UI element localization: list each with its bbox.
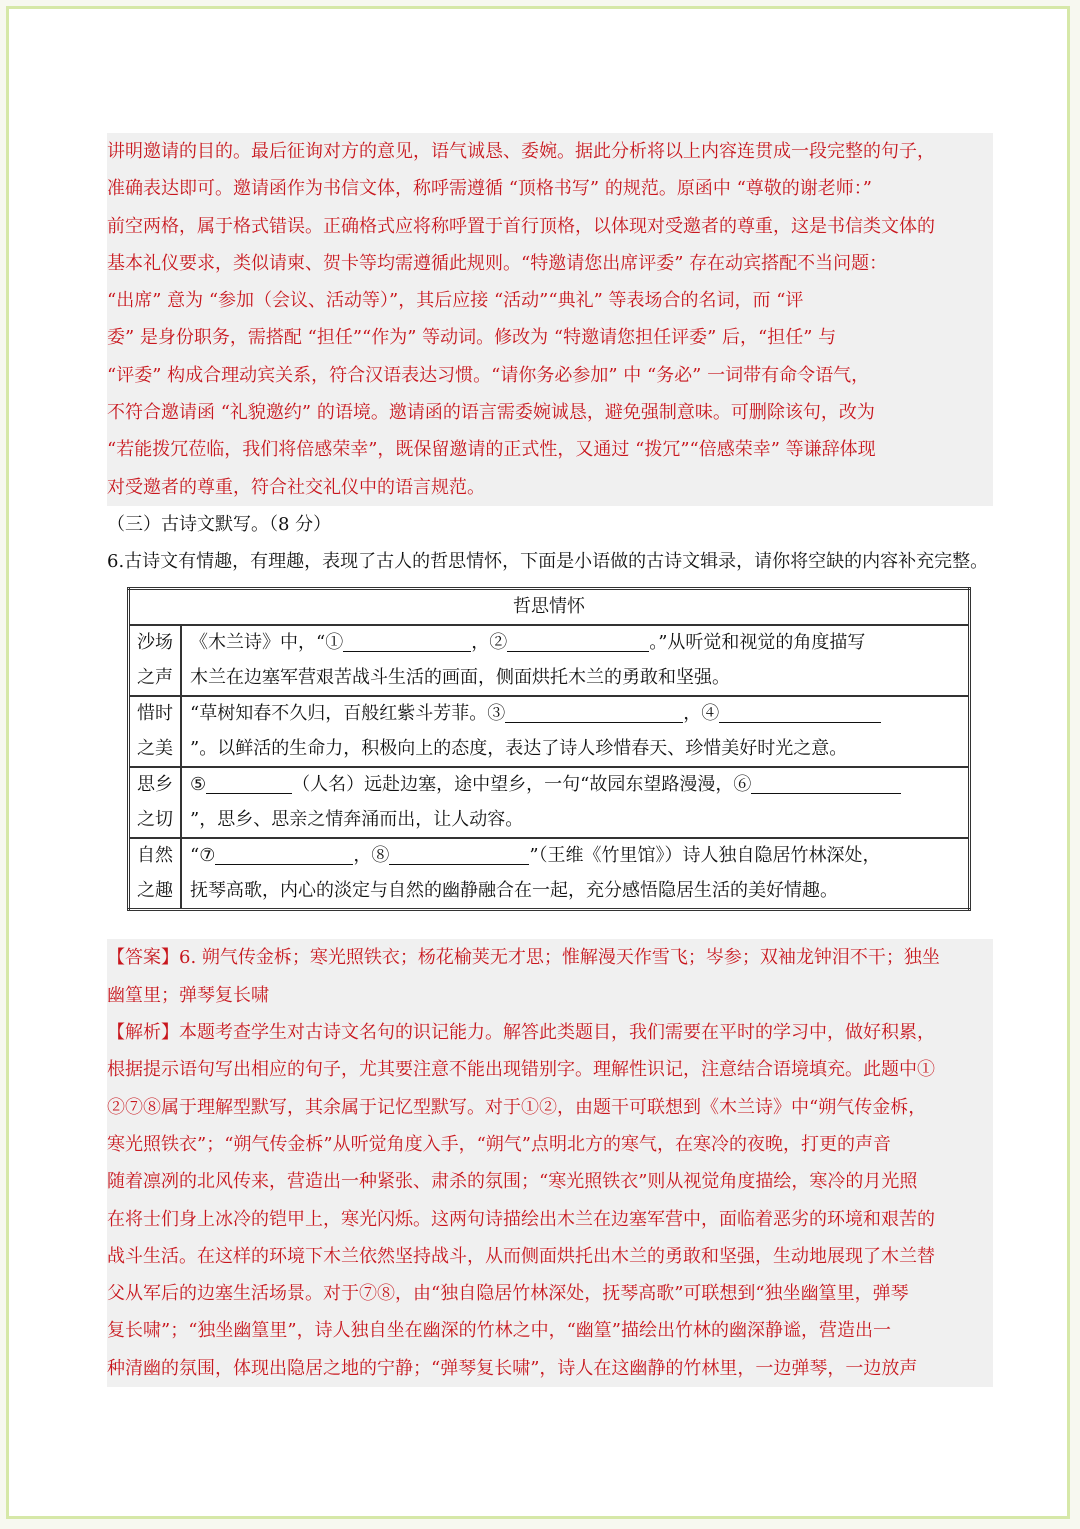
section-title: （三）古诗文默写。（8 分） — [107, 513, 332, 535]
row-text: “⑦ — [190, 845, 216, 867]
explanation-line: 对受邀者的尊重，符合社交礼仪中的语言规范。 — [107, 476, 485, 498]
answer-line: 战斗生活。在这样的环境下木兰依然坚持战斗，从而侧面烘托出木兰的勇敢和坚强，生动地展现了木兰替 — [107, 1245, 935, 1267]
row-label-bottom: 之声 — [137, 666, 173, 688]
table-row — [129, 838, 970, 910]
answer-blank-2[interactable] — [507, 629, 649, 652]
row-label-bottom: 之趣 — [137, 879, 173, 901]
row-text: 。”从听觉和视觉的角度描写 — [649, 632, 866, 654]
question-section — [107, 506, 993, 581]
row-label — [129, 767, 182, 838]
answer-line: ②⑦⑧属于理解型默写，其余属于记忆型默写。对于①②，由题干可联想到《木兰诗》中“朔气传金柝， — [107, 1096, 927, 1118]
row-text: ”。以鲜活的生命力，积极向上的态度，表达了诗人珍惜春天、珍惜美好时光之意。 — [190, 737, 848, 759]
row-text: ”，思乡、思亲之情奔涌而出，让人动容。 — [190, 808, 524, 830]
row-content — [181, 767, 970, 838]
answer-blank-3[interactable] — [505, 700, 683, 723]
table-row — [129, 696, 970, 767]
row-text: ，④ — [683, 703, 720, 725]
table-row — [129, 625, 970, 696]
explanation-line: 讲明邀请的目的。最后征询对方的意见，语气诚恳、委婉。据此分析将以上内容连贯成一段完整的句子， — [107, 141, 935, 162]
answer-line: 随着凛冽的北风传来，营造出一种紧张、肃杀的氛围；“寒光照铁衣”则从视觉角度描绘，寒冷的月光照 — [107, 1171, 918, 1193]
row-text: 抚琴高歌，内心的淡定与自然的幽静融合在一起，充分感悟隐居生活的美好情趣。 — [190, 879, 838, 901]
explanation-line: 准确表达即可。邀请函作为书信文体，称呼需遵循 “顶格书写” 的规范。原函中 “尊敬的谢老师：” — [107, 178, 872, 200]
poem-table — [127, 587, 971, 912]
answer-line: 在将士们身上冰冷的铠甲上，寒光闪烁。这两句诗描绘出木兰在边塞军营中，面临着恶劣的环境和艰苦的 — [107, 1208, 935, 1230]
answer-blank-7[interactable] — [215, 842, 353, 865]
explanation-block — [107, 133, 993, 506]
row-label-top: 思乡 — [137, 774, 173, 796]
explanation-line: “评委” 构成合理动宾关系，符合汉语表达习惯。“请你务必参加” 中 “务必” 一词带有命令语气， — [107, 364, 870, 386]
row-label — [129, 696, 182, 767]
explanation-line: 不符合邀请函 “礼貌邀约” 的语境。邀请函的语言需委婉诚恳，避免强制意味。可删除该句，改为 — [107, 402, 875, 424]
answer-blank-6[interactable] — [751, 771, 901, 794]
answer-blank-8[interactable] — [389, 842, 529, 865]
answer-blank-4[interactable] — [719, 700, 881, 723]
explanation-line: “若能拨冗莅临，我们将倍感荣幸”，既保留邀请的正式性，又通过 “拨冗”“倍感荣幸” 等谦辞体现 — [107, 439, 876, 461]
explanation-line: 委” 是身份职务，需搭配 “担任”“作为” 等动词。修改为 “特邀请您担任评委” 后，“担任” 与 — [107, 327, 837, 349]
answer-line: 父从军后的边塞生活场景。对于⑦⑧，由“独自隐居竹林深处，抚琴高歌”可联想到“独坐幽篁里，弹琴 — [107, 1283, 909, 1305]
explanation-line: “出席” 意为 “参加（会议、活动等）”，其后应接 “活动”“典礼” 等表场合的名词，而 “评 — [107, 290, 804, 312]
answer-blank-1[interactable] — [343, 629, 471, 652]
row-text: ，⑧ — [353, 845, 390, 867]
table-row — [129, 767, 970, 838]
row-text: “草树知春不久归，百般红紫斗芳菲。③ — [190, 703, 506, 725]
answer-line: 种清幽的氛围，体现出隐居之地的宁静；“弹琴复长啸”，诗人在这幽静的竹林里，一边弹琴，一边放声 — [107, 1357, 918, 1379]
row-label-top: 沙场 — [137, 632, 173, 654]
row-text: 《木兰诗》中，“① — [190, 632, 344, 654]
row-text: ⑤ — [190, 774, 207, 796]
answer-blank-5[interactable] — [206, 771, 292, 794]
page-frame — [6, 6, 1070, 1519]
row-label-bottom: 之切 — [137, 808, 173, 830]
row-content — [181, 625, 970, 696]
row-content — [181, 838, 970, 910]
explanation-line: 前空两格，属于格式错误。正确格式应将称呼置于首行顶格，以体现对受邀者的尊重，这是书信类文体的 — [107, 215, 935, 237]
answer-line: 寒光照铁衣”；“朔气传金柝”从听觉角度入手，“朔气”点明北方的寒气，在寒冷的夜晚，打更的声音 — [107, 1133, 892, 1155]
row-label-top: 自然 — [137, 845, 173, 867]
answer-line: 【解析】本题考查学生对古诗文名句的识记能力。解答此类题目，我们需要在平时的学习中，做好积累， — [107, 1022, 935, 1044]
row-text: 木兰在边塞军营艰苦战斗生活的画面，侧面烘托木兰的勇敢和坚强。 — [190, 666, 730, 688]
row-label — [129, 625, 182, 696]
answer-line: 【答案】6. 朔气传金柝；寒光照铁衣；杨花榆荚无才思；惟解漫天作雪飞；岑参；双袖龙钟泪不干；独坐 — [107, 947, 940, 969]
page-content — [107, 133, 993, 1387]
question-text: 6.古诗文有情趣，有理趣，表现了古人的哲思情怀，下面是小语做的古诗文辑录，请你将空缺的内容补充完整。 — [107, 551, 989, 573]
explanation-line: 基本礼仪要求，类似请柬、贺卡等均需遵循此规则。“特邀请您出席评委” 存在动宾搭配不当问题： — [107, 252, 888, 274]
row-text: （人名）远赴边塞，途中望乡，一句“故园东望路漫漫，⑥ — [292, 774, 752, 796]
row-label-top: 惜时 — [137, 703, 173, 725]
row-label-bottom: 之美 — [137, 737, 173, 759]
table-header: 哲思情怀 — [129, 588, 970, 625]
answer-block — [107, 939, 993, 1387]
row-text: ”（王维《竹里馆》）诗人独自隐居竹林深处， — [529, 845, 881, 867]
row-text: ，② — [471, 632, 508, 654]
answer-line: 幽篁里；弹琴复长啸 — [107, 984, 269, 1006]
row-label — [129, 838, 182, 910]
answer-line: 根据提示语句写出相应的句子，尤其要注意不能出现错别字。理解性识记，注意结合语境填充。此题中① — [107, 1059, 935, 1081]
row-content — [181, 696, 970, 767]
answer-line: 复长啸”；“独坐幽篁里”，诗人独自坐在幽深的竹林之中，“幽篁”描绘出竹林的幽深静谧，营造出一 — [107, 1320, 892, 1342]
